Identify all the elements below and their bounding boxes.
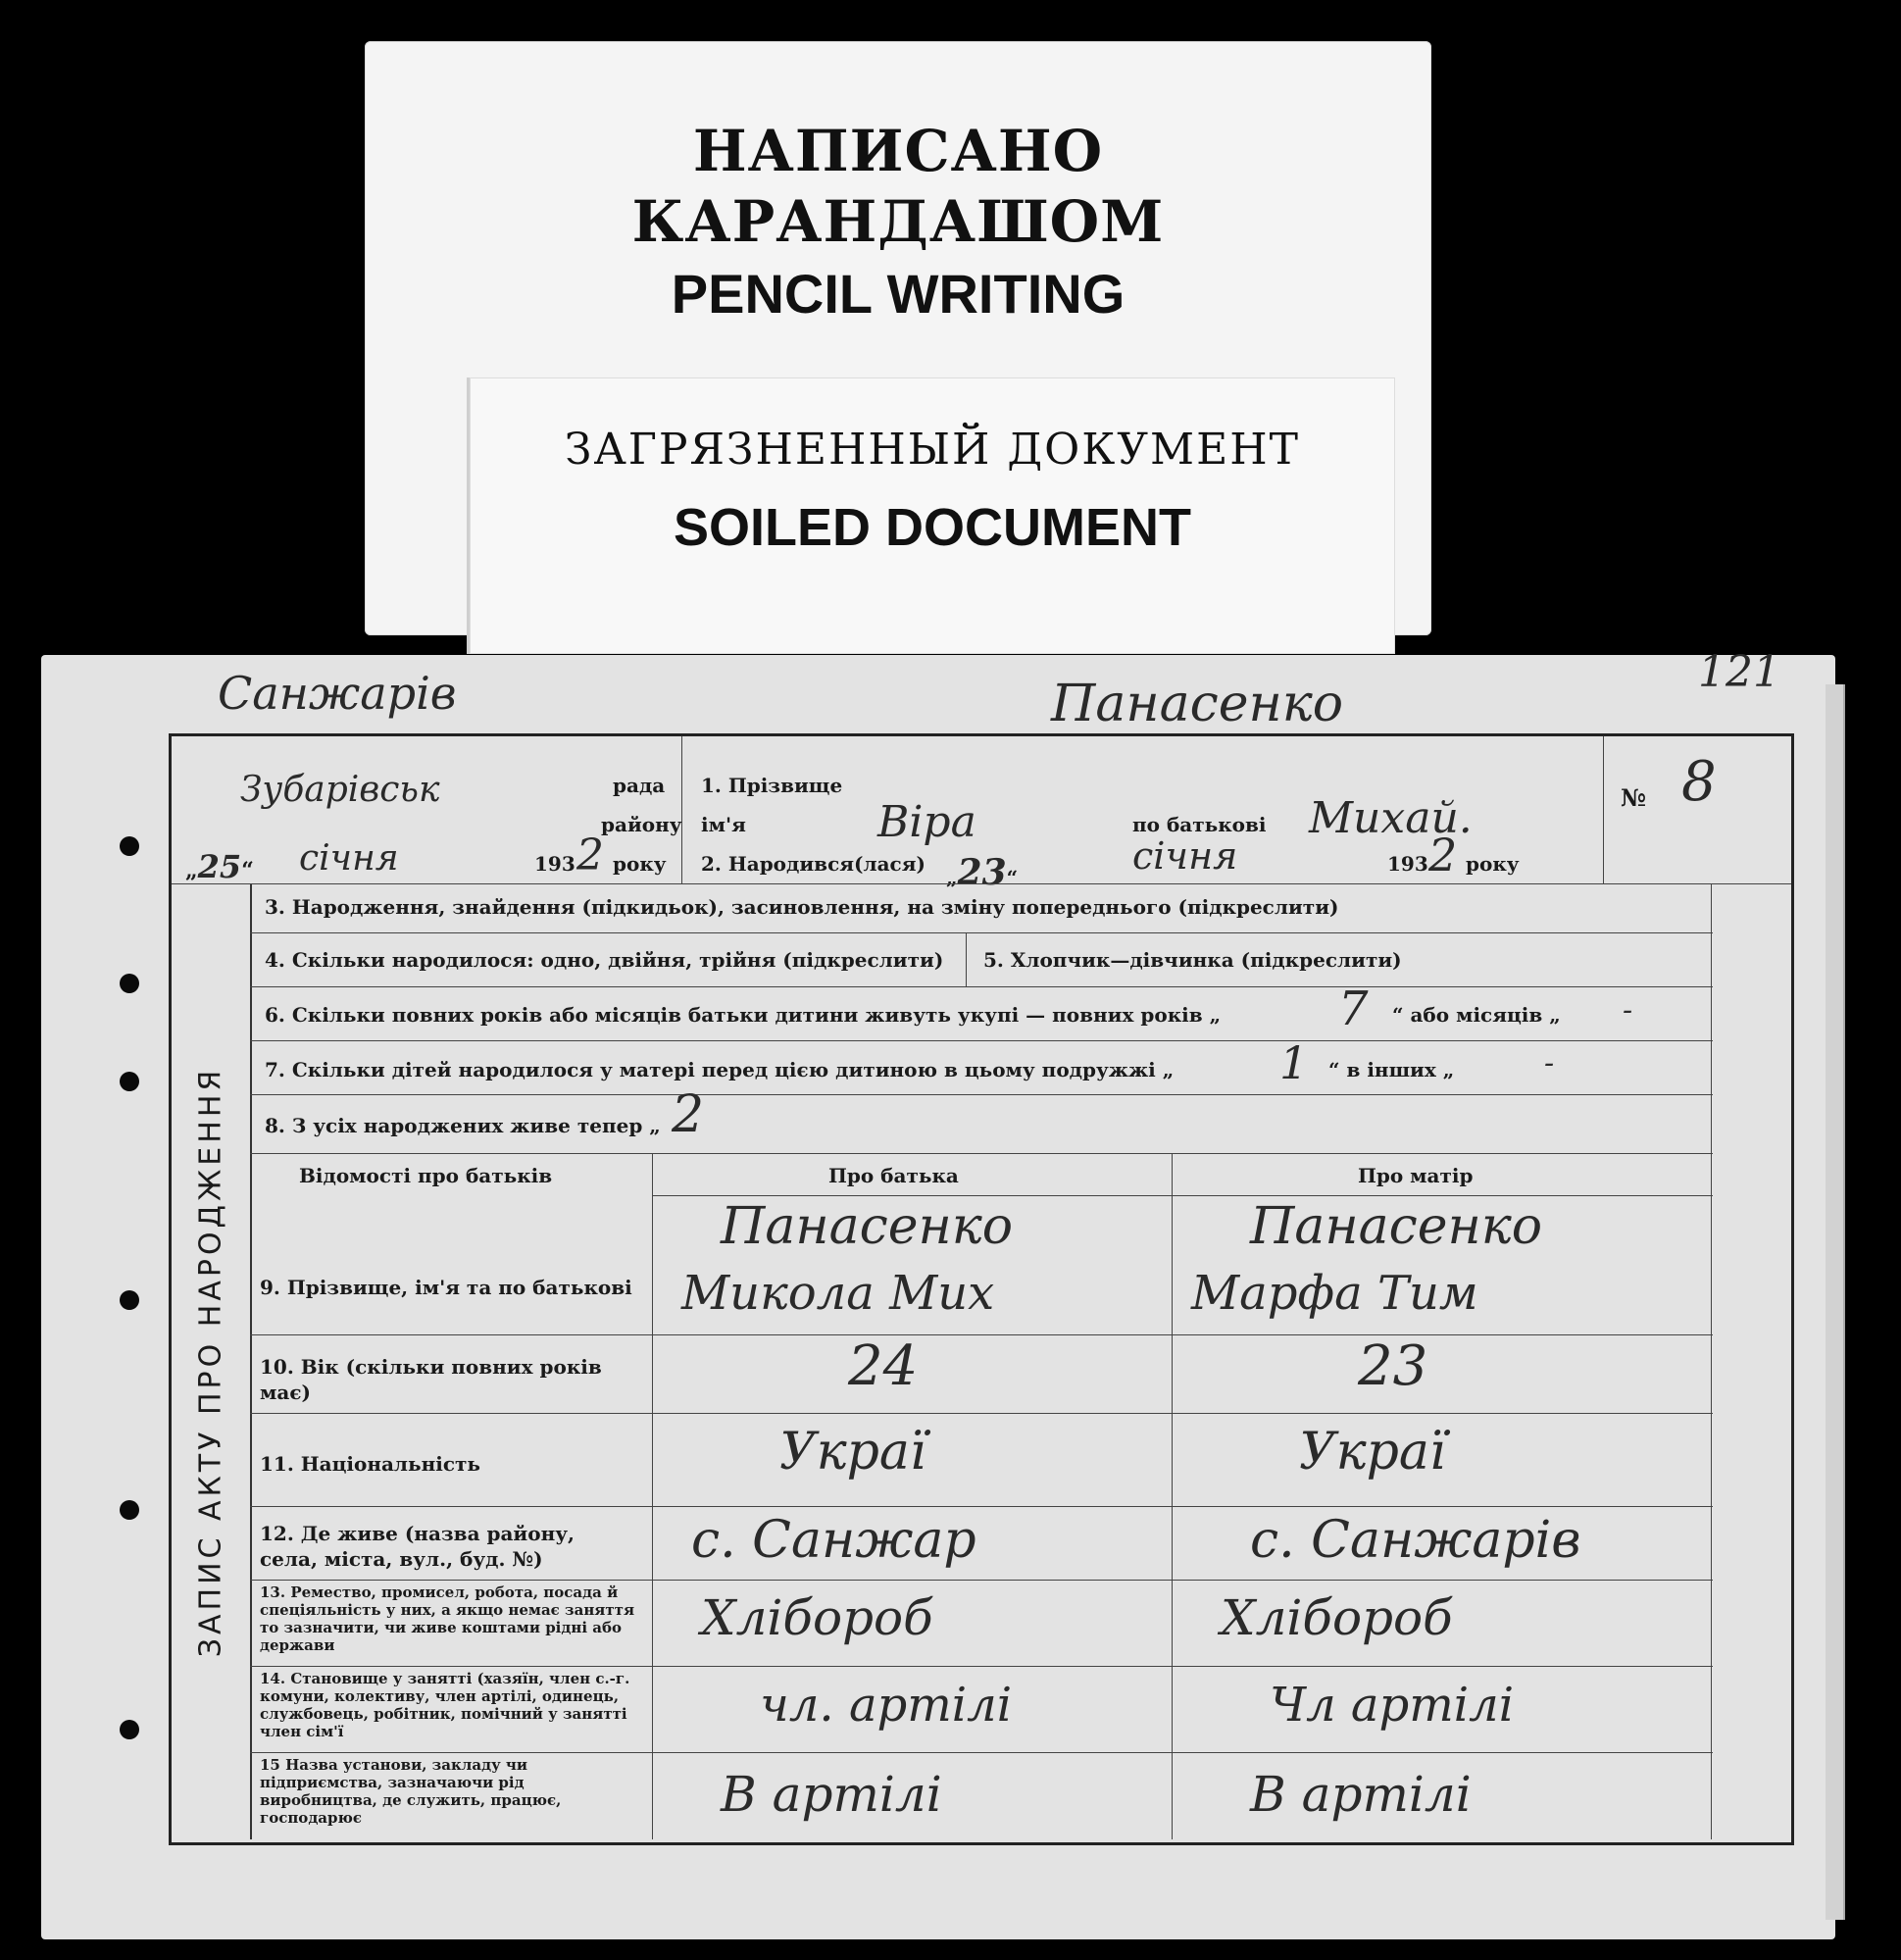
hw-father-name: Микола Мих — [681, 1266, 995, 1321]
patronymic-label: по батькові — [1132, 813, 1267, 836]
hw-mother-surname: Панасенко — [1250, 1197, 1543, 1256]
hw-years-together: 7 — [1338, 981, 1369, 1036]
punch-hole — [120, 974, 139, 993]
birth-record-form: ЗАПИС АКТУ ПРО НАРОДЖЕННЯ рада Зубарівськ району „25“ січня 193 2 року 1. Прізвище ім'я Віра по батькові Михай. 2. Народився(лася) „23“ січня 193 2 року № 8 3. Народження, знайдення (підкидьок), засиновлення, на зміну попереднього (підкреслити) 4. Скільки народилося: одно, двійня, трійня (підкреслити) 5. Хлопчик—дівчинка (підкреслити) 6. Скільки повних років або місяців батьки дитини живуть укупі — повних років „ 7 “ або місяців „ - 7. Скільки дітей народилося у матері перед цією дитиною в цьому подружжі „ 1 “ в інших „ - 8. З усіх народжених живе тепер „ 2 Відомості про батьків Про батька Про матір 9. Прізвище, ім'я та по батькові Панасенко Микола Мих Панасенко Марфа Тим 10. Вік (скільки повних років має) 24 23 11. Національність Украї Украї 12. Де живе (назва району, села, міста, вул., буд. №) с. Санжар с. Санжарів 13. Ремество, промисел, робота, посада й спеціяльність у них, а якщо немає заняття то зазначити, чи живе коштами рідні або держави Хлібороб Хлібороб 14. Становище у занятті (хазяїн, член с.-г. комуни, колективу, член артілі, одинець, службовець, робітник, помічний у занятті член сім'ї чл. артілі Чл артілі 15 Назва установи, закладу чи підприємства, зазначаючи рід виробництва, де служить, працює, господарює В артілі В артілі — [169, 733, 1794, 1845]
hw-father-addr: с. Санжар — [691, 1511, 976, 1570]
header-divider — [681, 736, 682, 883]
hw-mother-age: 23 — [1358, 1334, 1428, 1398]
hw-birth-day: 23 — [957, 852, 1007, 893]
q15-label: 15 Назва установи, закладу чи підприємства, зазначаючи рід виробництва, де служить, працює, господарює — [260, 1756, 562, 1827]
hw-surname: Панасенко — [1051, 675, 1344, 733]
row-line — [250, 932, 1713, 933]
hw-reg-month: січня — [299, 838, 399, 879]
row-line — [172, 883, 1791, 884]
q4-text: 4. Скільки народилося: одно, двійня, трійня (підкреслити) — [265, 948, 944, 972]
rada-label: рада — [613, 774, 666, 797]
punch-hole — [120, 1500, 139, 1520]
col-father-header: Про батька — [828, 1164, 959, 1187]
col-divider-1 — [652, 1153, 653, 1839]
row-line — [652, 1195, 1713, 1196]
row-line — [250, 1580, 1713, 1581]
hw-father-surname: Панасенко — [721, 1197, 1014, 1256]
soiled-document-notice — [467, 377, 1395, 654]
no-label: № — [1621, 783, 1647, 812]
notice-ru-line1: НАПИСАНО — [692, 118, 1104, 184]
row-line — [250, 1752, 1713, 1753]
q4-q5-divider — [966, 932, 967, 986]
year-label: року — [613, 852, 667, 876]
col-divider-right — [1711, 883, 1712, 1839]
row-line — [250, 1334, 1713, 1335]
hw-mother-addr: с. Санжарів — [1250, 1511, 1581, 1570]
notice-en-line: PENCIL WRITING — [671, 263, 1126, 325]
hw-rada: Санжарів — [218, 667, 457, 720]
row-line — [250, 1506, 1713, 1507]
soiled-ru-line: ЗАГРЯЗНЕННЫЙ ДОКУМЕНТ — [565, 425, 1300, 475]
card-stack-edge — [1826, 684, 1845, 1920]
row-line — [250, 1413, 1713, 1414]
birth-record-card — [41, 647, 1835, 1939]
born-label: 2. Народився(лася) — [701, 852, 925, 876]
hw-father-nat: Украї — [779, 1423, 926, 1482]
q13-label: 13. Ремество, промисел, робота, посада й спеціяльність у них, а якщо немає заняття то зазначити, чи живе коштами рідні або держави — [260, 1583, 635, 1654]
q5-text: 5. Хлопчик—дівчинка (підкреслити) — [983, 948, 1402, 972]
year-prefix: 193 — [534, 852, 575, 876]
hw-patronymic: Михай. — [1309, 793, 1473, 843]
hw-raion: Зубарівськ — [240, 770, 440, 810]
hw-father-age: 24 — [848, 1334, 919, 1398]
punch-hole — [120, 1720, 139, 1739]
q14-label: 14. Становище у занятті (хазяїн, член с.-г. комуни, колективу, член артілі, одинець, службовець, робітник, помічний у занятті член сім'ї — [260, 1670, 630, 1740]
row-line — [250, 1040, 1713, 1041]
q7-tail: “ в інших „ — [1328, 1058, 1455, 1081]
notice-ru-line2: КАРАНДАШОМ — [631, 188, 1165, 255]
col-divider-2 — [1172, 1153, 1173, 1839]
side-title: ЗАПИС АКТУ ПРО НАРОДЖЕННЯ — [172, 883, 252, 1839]
q12-label: 12. Де живе (назва району, села, міста, вул., буд. №) — [260, 1522, 575, 1571]
hw-name: Віра — [877, 797, 976, 847]
raion-label: району — [601, 813, 682, 836]
punch-hole — [120, 1072, 139, 1091]
hw-months-together: - — [1623, 993, 1633, 1028]
hw-mother-nat: Украї — [1299, 1423, 1446, 1482]
birth-year-label: року — [1466, 852, 1520, 876]
q3-text: 3. Народження, знайдення (підкидьок), засиновлення, на зміну попереднього (підкреслити) — [265, 895, 1339, 919]
surname-label: 1. Прізвище — [701, 774, 843, 797]
q6-tail: “ або місяців „ — [1392, 1003, 1561, 1027]
q10-label: 10. Вік (скільки повних років має) — [260, 1355, 602, 1404]
q11-label: 11. Національність — [260, 1452, 480, 1476]
row-line — [250, 986, 1713, 987]
row-line — [250, 1666, 1713, 1667]
hw-mother-place: В артілі — [1250, 1766, 1472, 1823]
hw-mother-status: Чл артілі — [1270, 1678, 1515, 1733]
hw-children-other: - — [1544, 1046, 1555, 1081]
name-label: ім'я — [701, 813, 746, 836]
q6-text: 6. Скільки повних років або місяців батьки дитини живуть укупі — повних років „ — [265, 1003, 1222, 1027]
punch-hole — [120, 836, 139, 856]
soiled-en-line: SOILED DOCUMENT — [673, 498, 1191, 557]
q8-text: 8. З усіх народжених живе тепер „ — [265, 1114, 661, 1137]
q9-label: 9. Прізвище, ім'я та по батькові — [260, 1276, 632, 1299]
birth-year-prefix: 193 — [1387, 852, 1428, 876]
hw-children-before: 1 — [1279, 1036, 1309, 1089]
hw-record-no: 8 — [1681, 750, 1717, 814]
hw-mother-job: Хлібороб — [1221, 1589, 1453, 1646]
hw-father-status: чл. артілі — [760, 1678, 1013, 1733]
hw-birth-month: січня — [1132, 834, 1238, 878]
hw-mother-name: Марфа Тим — [1191, 1266, 1478, 1321]
hw-father-job: Хлібороб — [701, 1589, 933, 1646]
hw-reg-year: 2 — [576, 830, 604, 880]
hw-birth-year: 2 — [1428, 829, 1458, 881]
col-info-header: Відомості про батьків — [299, 1164, 553, 1187]
row-line — [250, 1094, 1713, 1095]
row-line — [250, 1153, 1713, 1154]
punch-hole — [120, 1290, 139, 1310]
hw-father-place: В артілі — [721, 1766, 942, 1823]
q7-text: 7. Скільки дітей народилося у матері перед цією дитиною в цьому подружжі „ — [265, 1058, 1175, 1081]
hw-alive-now: 2 — [672, 1085, 705, 1144]
hw-reg-day: 25 — [197, 848, 242, 885]
hw-page-no: 121 — [1698, 647, 1780, 697]
col-mother-header: Про матір — [1358, 1164, 1474, 1187]
header-divider — [1603, 736, 1604, 883]
